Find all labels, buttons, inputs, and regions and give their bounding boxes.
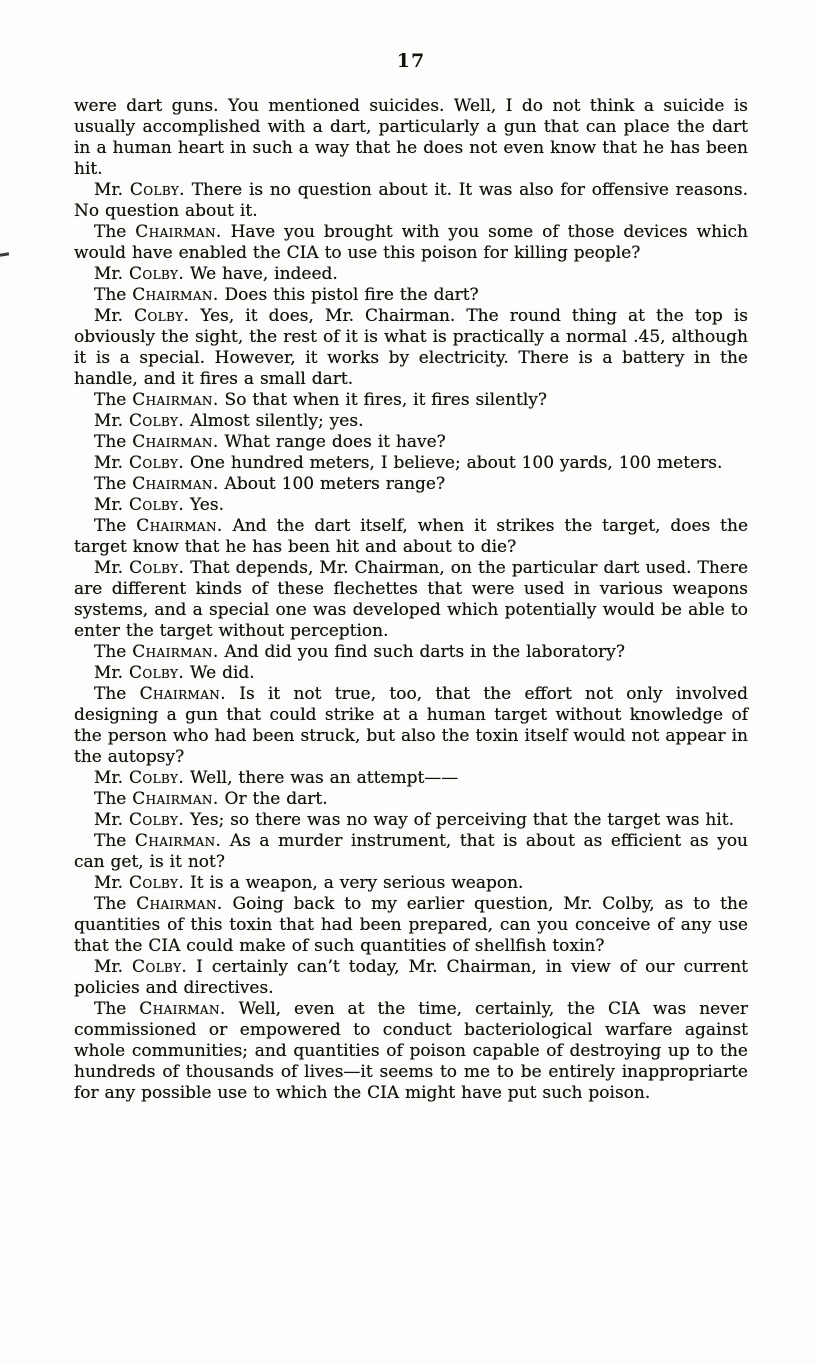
transcript-paragraph [74, 495, 748, 516]
speech-text: As a murder instrument, that is about as efficient as you can get, is it not? [74, 831, 748, 872]
speech-text: were dart guns. You mentioned suicides. Well, I do not think a suicide is usually accomplished with a dart, particularly a gun that can place the dart in a human heart in such a way that he does not even know that he has been hit. [74, 96, 748, 179]
speaker-prefix: The [94, 999, 127, 1019]
speaker-prefix: The [94, 831, 127, 851]
speaker-prefix: The [94, 285, 127, 305]
speaker-prefix: The [94, 474, 127, 494]
speaker-name: Chairman. [132, 285, 219, 305]
speaker-prefix: Mr. [94, 768, 124, 788]
speech-text: Well, even at the time, certainly, the CIA was never commissioned or empowered to conduct bacteriological warfare against whole communities; and quantities of poison capable of destroying up to the hundreds of thousands of lives—it seems to me to be entirely inappropriarte for any possible use to which the CIA might have put such poison. [74, 999, 749, 1103]
transcript-paragraph [74, 873, 748, 894]
speaker-prefix: The [94, 684, 127, 704]
speech-text: Does this pistol fire the dart? [224, 285, 479, 305]
speaker-name: Colby. [129, 180, 185, 200]
transcript-paragraph [74, 96, 748, 180]
speech-text: Is it not true, too, that the effort not only involved designing a gun that could strike at a human target without knowledge of the person who had been struck, but also the toxin itself would not appear in the autopsy? [74, 684, 748, 767]
speaker-prefix: Mr. [94, 810, 124, 830]
speaker-name: Colby. [128, 495, 185, 515]
speaker-prefix: The [94, 390, 127, 410]
speech-text: Well, there was an attempt—— [190, 768, 459, 788]
transcript-paragraph [74, 810, 748, 831]
speech-text: Yes. [190, 495, 224, 515]
speaker-name: Chairman. [132, 474, 219, 494]
speaker-prefix: Mr. [94, 411, 124, 431]
speech-text: Almost silently; yes. [190, 411, 364, 431]
transcript-paragraph [74, 180, 748, 222]
speaker-name: Chairman. [132, 432, 219, 452]
transcript-paragraph [74, 285, 748, 306]
speech-text: About 100 meters range? [224, 474, 446, 494]
transcript-paragraph [74, 264, 748, 285]
transcript-paragraph [74, 474, 748, 495]
transcript-body [74, 96, 748, 1104]
speaker-name: Chairman. [136, 894, 223, 914]
speaker-name: Colby. [128, 264, 185, 284]
speaker-prefix: The [94, 894, 127, 914]
speech-text: Or the dart. [224, 789, 328, 809]
speaker-name: Colby. [128, 768, 185, 788]
speech-text: Going back to my earlier question, Mr. Colby, as to the quantities of this toxin that had been prepared, can you conceive of any use that the CIA could make of such quantities of shellfish toxin? [74, 894, 749, 956]
speaker-prefix: Mr. [94, 957, 124, 977]
speaker-name: Chairman. [136, 516, 223, 536]
transcript-paragraph [74, 222, 748, 264]
speaker-name: Chairman. [132, 642, 219, 662]
transcript-paragraph [74, 432, 748, 453]
speaker-name: Colby. [134, 306, 190, 326]
speech-text: Have you brought with you some of those devices which would have enabled the CIA to use this poison for killing people? [74, 222, 748, 263]
speaker-prefix: The [94, 516, 127, 536]
transcript-paragraph [74, 453, 748, 474]
speaker-prefix: Mr. [94, 180, 124, 200]
speech-text: So that when it fires, it fires silently? [224, 390, 548, 410]
speaker-prefix: The [94, 789, 127, 809]
speaker-name: Chairman. [134, 831, 222, 851]
transcript-paragraph [74, 768, 748, 789]
transcript-paragraph [74, 999, 748, 1104]
speaker-name: Colby. [132, 957, 188, 977]
speaker-prefix: Mr. [94, 453, 124, 473]
stray-pencil-mark [0, 252, 9, 257]
page-number: 17 [396, 50, 426, 72]
speaker-name: Colby. [128, 453, 185, 473]
speech-text: There is no question about it. It was also for offensive reasons. No question about it. [74, 180, 749, 221]
speech-text: We have, indeed. [190, 264, 338, 284]
speaker-name: Chairman. [132, 789, 219, 809]
speaker-prefix: Mr. [94, 663, 124, 683]
transcript-paragraph [74, 390, 748, 411]
speech-text: I certainly can’t today, Mr. Chairman, in view of our current policies and directives. [74, 957, 749, 998]
transcript-paragraph [74, 516, 748, 558]
transcript-paragraph [74, 642, 748, 663]
speaker-prefix: Mr. [94, 873, 124, 893]
speech-text: And the dart itself, when it strikes the target, does the target know that he has been hit and about to die? [74, 516, 749, 557]
speech-text: It is a weapon, a very serious weapon. [190, 873, 524, 893]
transcript-paragraph [74, 957, 748, 999]
transcript-paragraph [74, 831, 748, 873]
speaker-name: Chairman. [139, 684, 226, 704]
speech-text: And did you find such darts in the laboratory? [224, 642, 625, 662]
speech-text: Yes; so there was no way of perceiving that the target was hit. [190, 810, 734, 830]
speaker-prefix: The [94, 642, 127, 662]
speech-text: What range does it have? [224, 432, 446, 452]
transcript-paragraph [74, 894, 748, 957]
speaker-prefix: Mr. [94, 264, 124, 284]
transcript-paragraph [74, 663, 748, 684]
transcript-paragraph [74, 306, 748, 390]
speaker-prefix: Mr. [94, 306, 124, 326]
speaker-prefix: Mr. [94, 558, 124, 578]
speaker-name: Colby. [128, 663, 185, 683]
transcript-paragraph [74, 789, 748, 810]
speech-text: That depends, Mr. Chairman, on the particular dart used. There are different kinds of these flechettes that were used in various weapons systems, and a special one was developed which potentially would be able to enter the target without perception. [74, 558, 749, 641]
transcript-paragraph [74, 684, 748, 768]
speaker-name: Chairman. [132, 390, 219, 410]
speaker-prefix: The [94, 222, 127, 242]
speaker-name: Chairman. [139, 999, 226, 1019]
speaker-name: Colby. [128, 810, 185, 830]
speaker-name: Colby. [128, 411, 185, 431]
speech-text: One hundred meters, I believe; about 100 yards, 100 meters. [190, 453, 723, 473]
speaker-name: Colby. [128, 873, 185, 893]
transcript-paragraph [74, 411, 748, 432]
transcript-paragraph [74, 558, 748, 642]
speaker-prefix: Mr. [94, 495, 124, 515]
speech-text: We did. [190, 663, 255, 683]
speaker-name: Colby. [129, 558, 185, 578]
speech-text: Yes, it does, Mr. Chairman. The round thing at the top is obviously the sight, the rest of it is what is practically a normal .45, although it is a special. However, it works by electricity. There is a battery in the handle, and it fires a small dart. [74, 306, 749, 389]
speaker-prefix: The [94, 432, 127, 452]
speaker-name: Chairman. [135, 222, 222, 242]
